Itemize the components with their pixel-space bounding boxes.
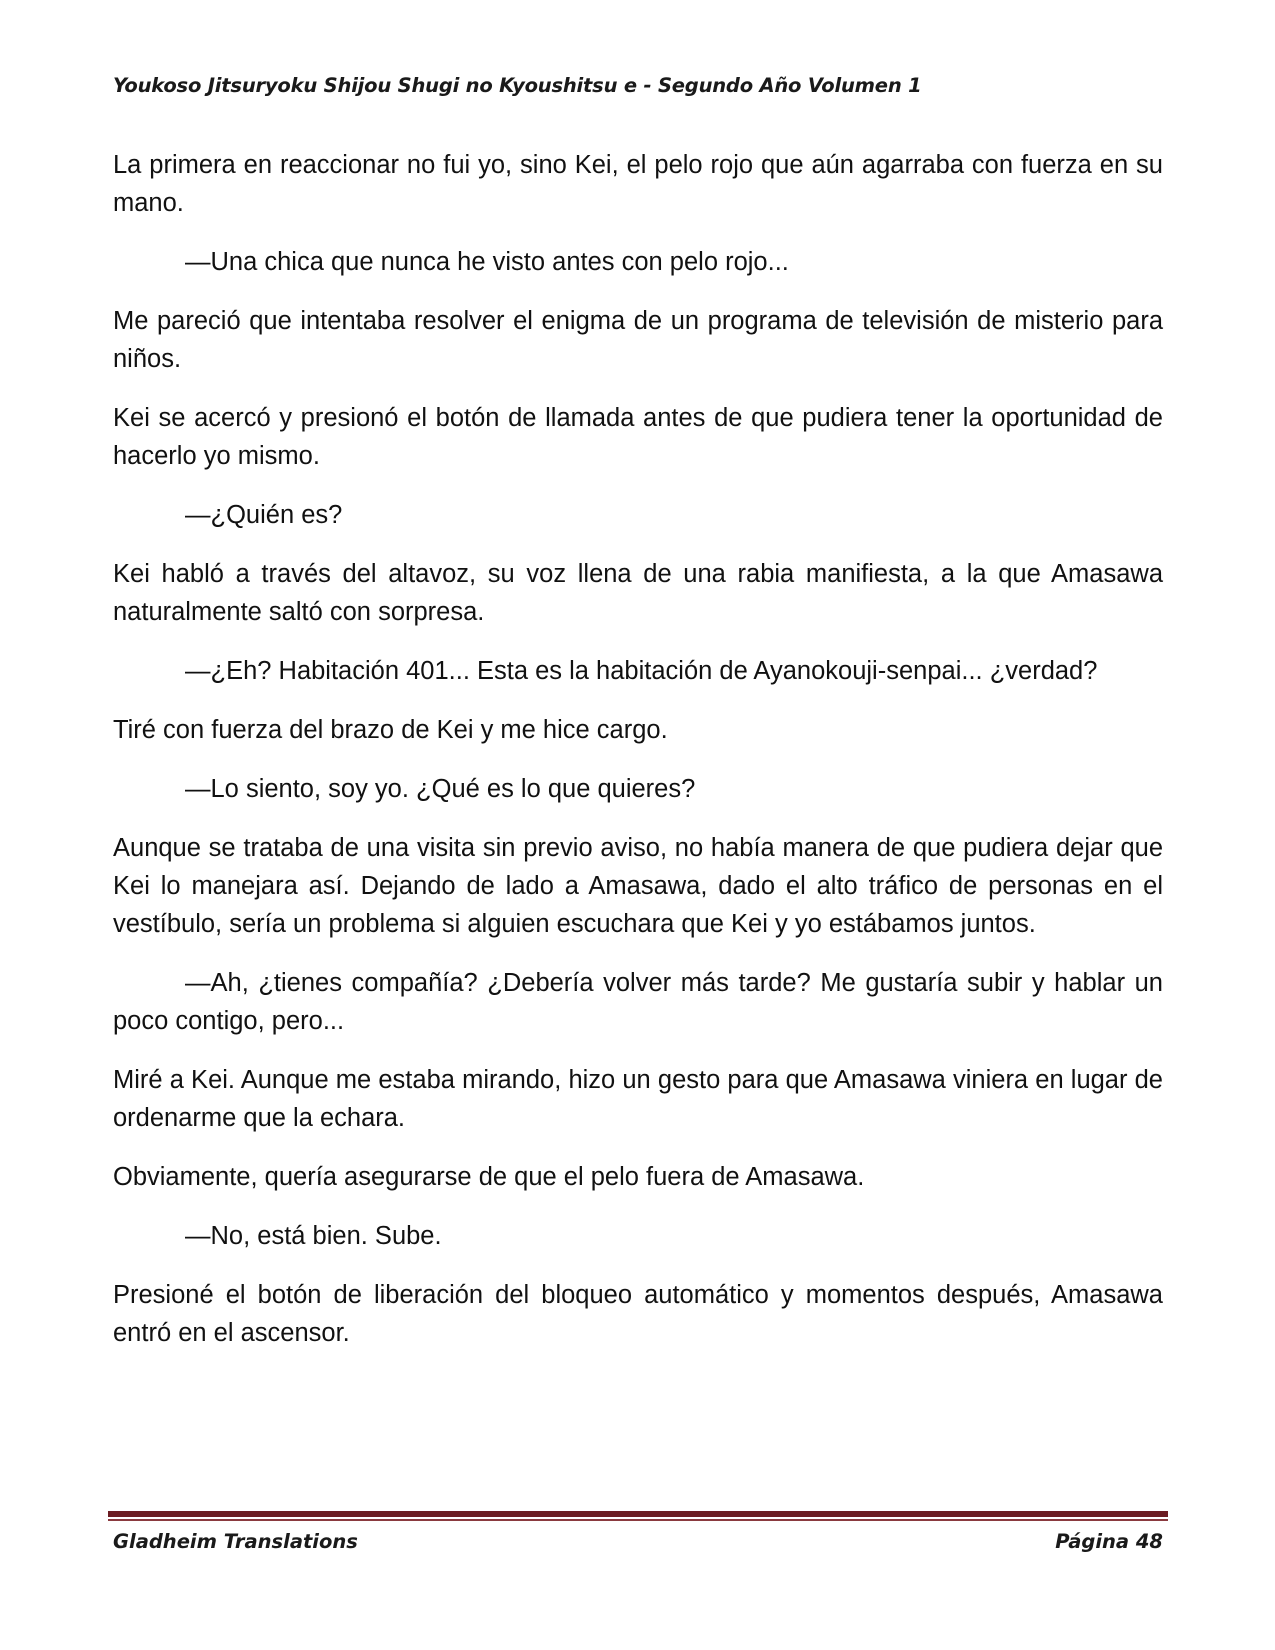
- paragraph: Miré a Kei. Aunque me estaba mirando, hizo un gesto para que Amasawa viniera en lugar de ordenarme que la echara.: [113, 1066, 1163, 1132]
- dialogue-line: —¿Quién es?: [185, 501, 343, 529]
- paragraph: La primera en reaccionar no fui yo, sino Kei, el pelo rojo que aún agarraba con fuerza en su mano.: [113, 151, 1163, 217]
- paragraph: Presioné el botón de liberación del bloqueo automático y momentos después, Amasawa entró en el ascensor.: [113, 1281, 1163, 1347]
- dialogue-line: —No, está bien. Sube.: [185, 1222, 442, 1250]
- paragraph: Aunque se trataba de una visita sin previo aviso, no había manera de que pudiera dejar que Kei lo manejara así. Dejando de lado a Amasawa, dado el alto tráfico de personas en el vestíbulo, sería un problema si alguien escuchara que Kei y yo estábamos juntos.: [113, 834, 1163, 938]
- page-header: Youkoso Jitsuryoku Shijou Shugi no Kyoushitsu e - Segundo Año Volumen 1: [113, 74, 922, 97]
- paragraph: Me pareció que intentaba resolver el enigma de un programa de televisión de misterio para niños.: [113, 307, 1163, 373]
- dialogue-line: —Ah, ¿tienes compañía? ¿Debería volver más tarde? Me gustaría subir y hablar un poco contigo, pero...: [113, 969, 1163, 1035]
- paragraph: Kei se acercó y presionó el botón de llamada antes de que pudiera tener la oportunidad de hacerlo yo mismo.: [113, 404, 1163, 470]
- dialogue-line: —Una chica que nunca he visto antes con pelo rojo...: [185, 248, 789, 276]
- paragraph: Obviamente, quería asegurarse de que el pelo fuera de Amasawa.: [113, 1163, 865, 1191]
- dialogue-line: —Lo siento, soy yo. ¿Qué es lo que quieres?: [185, 775, 696, 803]
- page-body: [113, 146, 1163, 1373]
- page-footer: [113, 1530, 1163, 1553]
- footer-page-number: Página 48: [1055, 1530, 1163, 1553]
- paragraph: Kei habló a través del altavoz, su voz llena de una rabia manifiesta, a la que Amasawa naturalmente saltó con sorpresa.: [113, 560, 1163, 626]
- footer-divider-thin: [108, 1519, 1168, 1521]
- paragraph: Tiré con fuerza del brazo de Kei y me hice cargo.: [113, 716, 668, 744]
- dialogue-line: —¿Eh? Habitación 401... Esta es la habitación de Ayanokouji-senpai... ¿verdad?: [185, 657, 1098, 685]
- footer-divider: [108, 1511, 1168, 1517]
- footer-translator: Gladheim Translations: [113, 1530, 358, 1553]
